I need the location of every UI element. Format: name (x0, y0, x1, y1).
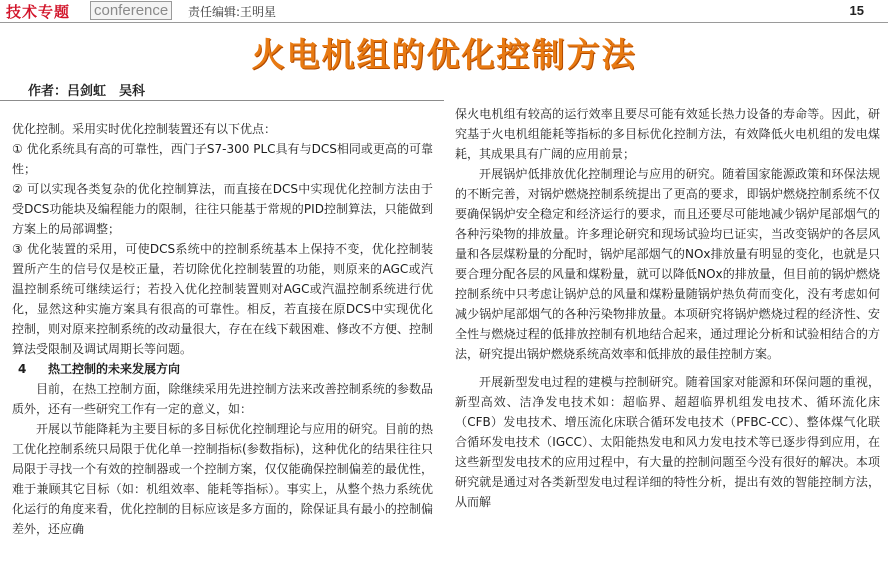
article-authors: 作者：吕剑虹 吴科 (28, 84, 146, 99)
paragraph: 开展新型发电过程的建模与控制研究。随着国家对能源和环保问题的重视，新型高效、洁净发电技术如：超临界、超超临界机组发电技术、循环流化床（CFB）发电技术、增压流化床联合循环发电技术（PFBC-CC）、整体煤气化联合循环发电技术（IGCC）、太阳能热发电和风力发电技术等已逐步得到应用，在这些新型发电技术的应用过程中，有大量的控制问题至今没有很好的解决。本项研究就是通过对各类新型发电过程详细的特性分析，提出有效的智能控制方法，从而解 (455, 375, 880, 509)
paragraph: 保火电机组有较高的运行效率且要尽可能有效延长热力设备的寿命等。因此，研究基于火电机组能耗等指标的多目标优化控制方法，有效降低火电机组的发电煤耗，其成果具有广阔的应用前景； (455, 107, 880, 161)
paragraph: ③ 优化装置的采用，可使DCS系统中的控制系统基本上保持不变，优化控制装置所产生的信号仅是校正量，若切除优化控制装置的功能，则原来的AGC或汽温控制系统可继续运行；若投入优化控制装置则对AGC或汽温控制系统进行优化，显然这种实施方案具有很高的可靠性。相反，若直接在原DCS中实现优化控制，则对原来控制系统的改动量很大，存在在线下载困难、修改不方便、控制算法受限制及调试周期长等问题。 (12, 242, 433, 356)
paragraph: 开展以节能降耗为主要目标的多目标优化控制理论与应用的研究。目前的热工优化控制系统只局限于优化单一控制指标(参数指标)，这种优化的结果往往只局限于寻找一个有效的控制器或一个控制方案，仅仅能确保控制偏差的最优性，难于兼顾其它目标（如：机组效率、能耗等指标）。事实上，从整个热力系统优化运行的角度来看，优化控制的目标应该是多方面的，除保证具有最小的控制偏差外，还应确 (12, 422, 433, 536)
paragraph: ② 可以实现各类复杂的优化控制算法，而直接在DCS中实现优化控制方法由于受DCS功能块及编程能力的限制，往往只能基于常规的PID控制算法，只能做到方案上的局部调整； (12, 182, 433, 236)
section-heading-text: 热工控制的未来发展方向 (48, 362, 181, 376)
right-column (455, 104, 880, 512)
article-title: 火电机组的优化控制方法 (251, 35, 637, 74)
paragraph-gap (455, 364, 880, 372)
header-bar (0, 0, 888, 23)
section-heading (12, 359, 433, 379)
section-label: 技术专题 (6, 3, 71, 21)
editor-credit: 责任编辑:王明星 (188, 5, 277, 19)
section-label-english: conference (90, 1, 172, 20)
left-column (12, 119, 433, 539)
page-number: 15 (849, 3, 864, 18)
paragraph: 开展锅炉低排放优化控制理论与应用的研究。随着国家能源政策和环保法规的不断完善，对锅炉燃烧控制系统提出了更高的要求，即锅炉燃烧控制系统不仅要确保锅炉安全稳定和经济运行的要求，而且还要尽可能地减少锅炉尾部烟气的各种污染物的排放量。许多理论研究和现场试验均已证实，当改变锅炉的各层风量和各层煤粉量的分配时，锅炉尾部烟气的NOx排放量有明显的变化，也就是只要合理分配各层的风量和煤粉量，就可以降低NOx的排放量，但目前的锅炉燃烧控制系统中只考虑让锅炉总的风量和煤粉量随锅炉热负荷而变化，没有考虑如何减少锅炉尾部烟气的各种污染物排放量。本项研究将锅炉燃烧过程的经济性、安全性与燃烧过程的低排放控制有机地结合起来，通过理论分析和试验相结合的方法，研究提出锅炉燃烧系统高效率和低排放的最佳控制方案。 (455, 167, 880, 361)
section-heading-number: 4 (18, 362, 27, 376)
paragraph: ① 优化系统具有高的可靠性，西门子S7-300 PLC具有与DCS相同或更高的可靠性； (12, 142, 433, 176)
authors-divider (0, 100, 444, 101)
paragraph: 目前，在热工控制方面，除继续采用先进控制方法来改善控制系统的参数品质外，还有一些研究工作有一定的意义，如： (12, 382, 433, 416)
paragraph: 优化控制。采用实时优化控制装置还有以下优点： (12, 122, 277, 136)
